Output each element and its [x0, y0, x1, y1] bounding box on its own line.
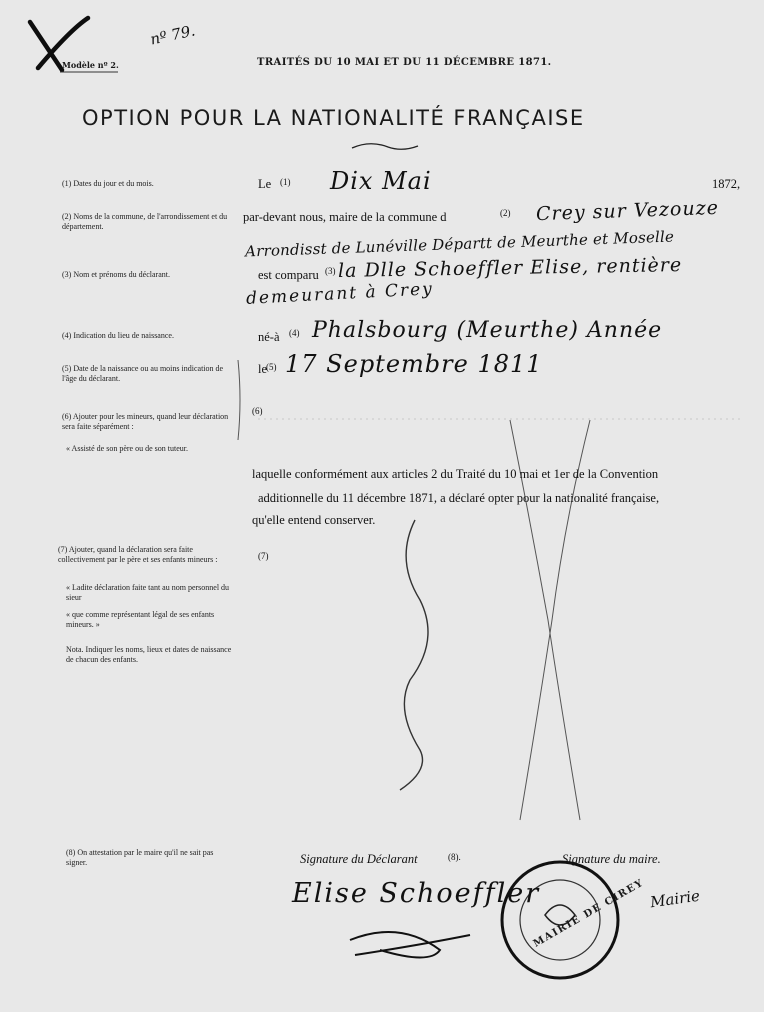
page-title: OPTION POUR LA NATIONALITÉ FRANÇAISE [82, 106, 585, 130]
signature-maire-label: Signature du maire. [562, 852, 661, 866]
cancellation-stroke [400, 520, 428, 790]
handwritten-birthdate: 17 Septembre 1811 [285, 350, 543, 378]
note-6: (6) Ajouter pour les mineurs, quand leur déclaration sera faite séparément : [62, 412, 229, 431]
note-2: (2) Noms de la commune, de l'arrondissement et du département. [62, 212, 228, 231]
note-4: (4) Indication du lieu de naissance. [62, 331, 174, 340]
declaration-line-2: additionnelle du 11 décembre 1871, a déclaré opter pour la nationalité française, [258, 491, 660, 505]
note-8: (8) On attestation par le maire qu'il ne sait pas signer. [66, 848, 214, 867]
note-ref-7: (7) [258, 551, 269, 561]
year: 1872, [712, 177, 741, 191]
declaration-line-1: laquelle conformément aux articles 2 du Traité du 10 mai et 1er de la Convention [252, 467, 659, 481]
est-comparu-label: est comparu [258, 268, 319, 282]
notes-bracket [238, 360, 240, 440]
handwritten-date: Dix Mai [330, 167, 432, 195]
handwritten-commune: Crey sur Vezouze [535, 196, 720, 226]
mayor-signature: Mairie [648, 886, 701, 912]
le-label: Le [258, 177, 272, 191]
note-ref-4: (4) [289, 328, 300, 338]
signature-declarant-label: Signature du Déclarant [300, 852, 418, 866]
note-7: (7) Ajouter, quand la déclaration sera faite collectivement par le père et ses enfants mineurs : [58, 545, 218, 564]
note-ref-2: (2) [500, 208, 511, 218]
declaration-line-3: qu'elle entend conserver. [252, 513, 376, 527]
handwritten-arrondissement: Arrondisst de Lunéville Départt de Meurthe et Moselle [244, 227, 675, 261]
note-ref-6: (6) [252, 406, 263, 416]
note-ref-1: (1) [280, 177, 291, 187]
handwritten-declarant: la Dlle Schoeffler Elise, rentière [337, 253, 683, 283]
ne-a-label: né-à [258, 330, 280, 344]
model-label: Modèle nº 2. [62, 60, 119, 70]
note-7-text-a: « Ladite déclaration faite tant au nom personnel du sieur [66, 583, 230, 602]
handwritten-birthplace: Phalsbourg (Meurthe) Année [312, 318, 663, 343]
note-3: (3) Nom et prénoms du déclarant. [62, 270, 170, 279]
note-ref-8: (8). [448, 852, 461, 862]
note-ref-3: (3) [325, 266, 336, 276]
note-6-text: « Assisté de son père ou de son tuteur. [66, 444, 188, 453]
note-5: (5) Date de la naissance ou au moins indication de l'âge du déclarant. [62, 364, 224, 383]
handwritten-reference-number: nº 79. [148, 21, 197, 49]
note-7-text-b: « que comme représentant légal de ses enfants mineurs. » [66, 610, 215, 629]
title-flourish [352, 144, 418, 150]
handwritten-residence: demeurant à Crey [245, 279, 435, 309]
par-devant-line: par-devant nous, maire de la commune d [243, 210, 447, 224]
signature-flourish [350, 932, 470, 958]
le-birth-label: le [258, 362, 268, 376]
treaties-line: TRAITÉS DU 10 MAI ET DU 11 DÉCEMBRE 1871. [257, 57, 552, 68]
note-nota: Nota. Indiquer les noms, lieux et dates de naissance de chacun des enfants. [66, 645, 232, 664]
declarant-signature: Elise Schoeffler [292, 878, 541, 909]
note-ref-5: (5) [266, 362, 277, 372]
note-1: (1) Dates du jour et du mois. [62, 179, 154, 188]
stamp-text: MAIRIE DE CIREY [531, 877, 646, 950]
